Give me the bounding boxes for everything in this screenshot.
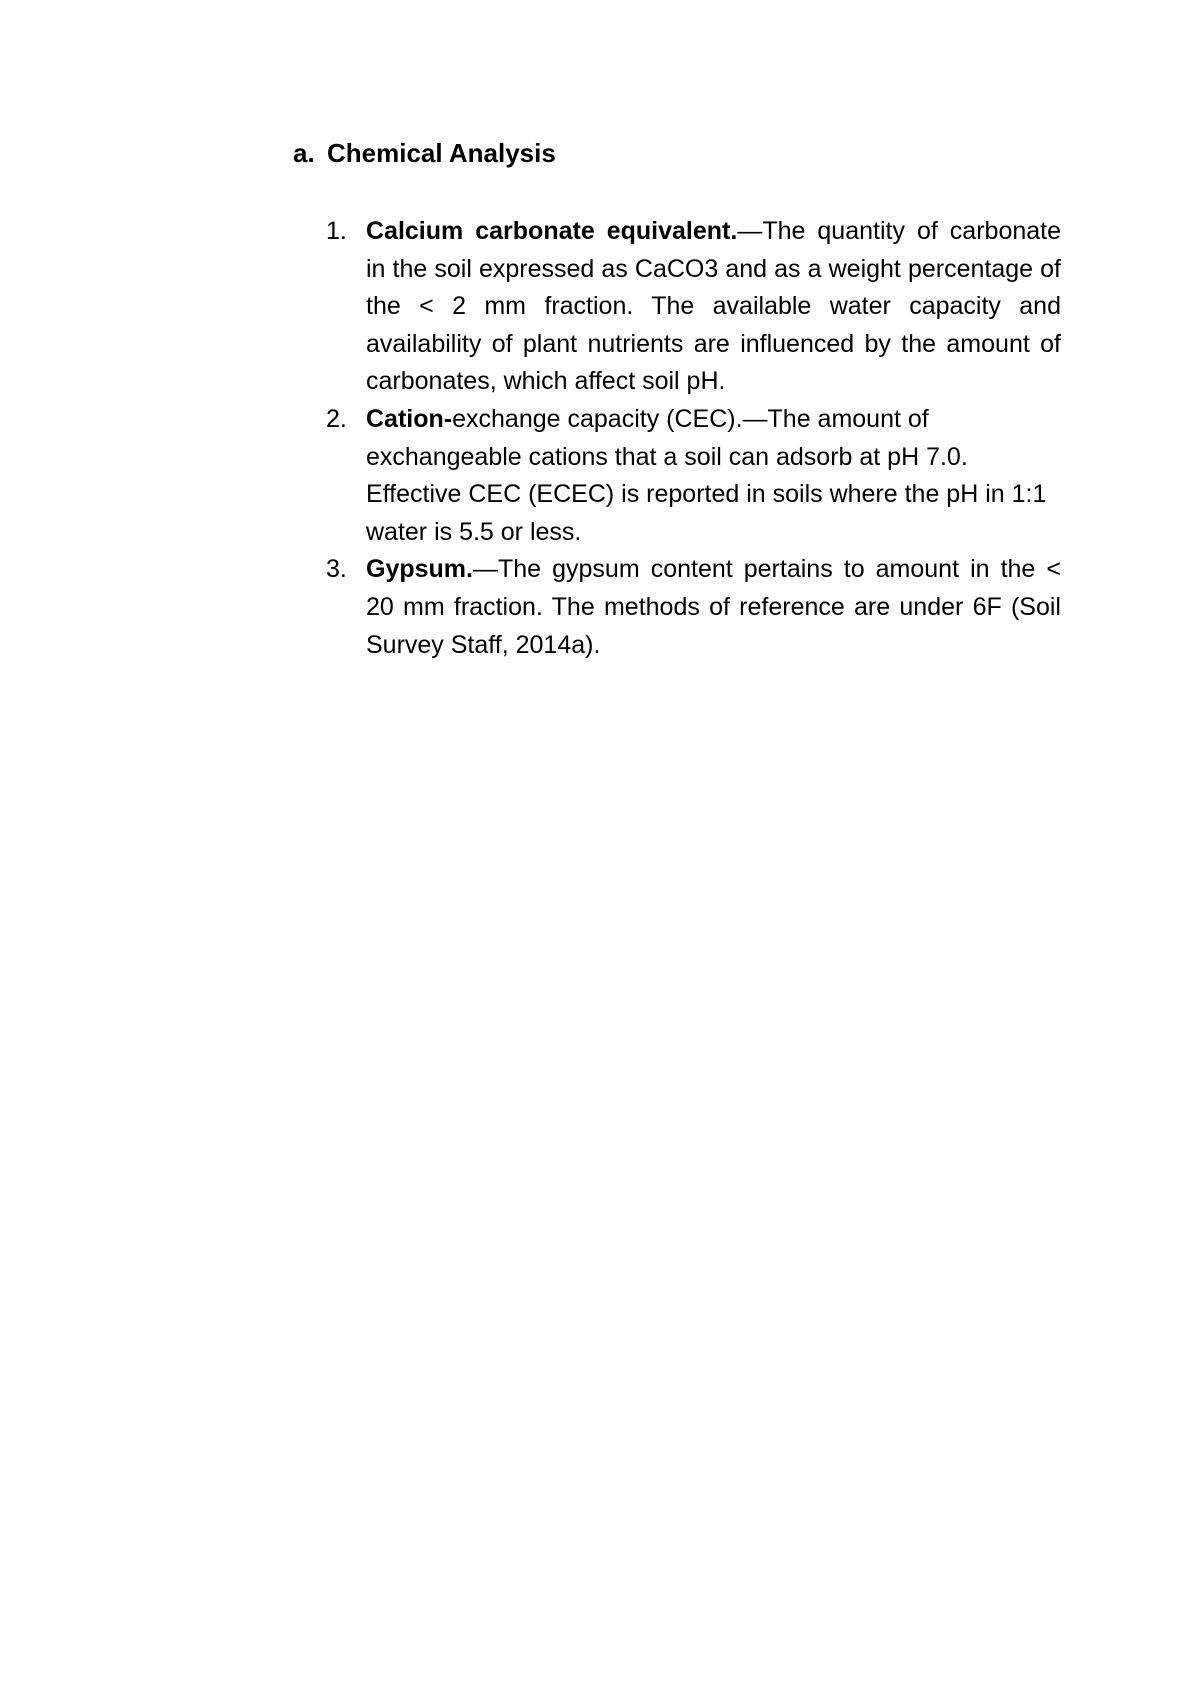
list-item-number: 1.	[326, 217, 347, 245]
list-item-calcium-carbonate	[326, 213, 1061, 401]
section-heading	[293, 136, 556, 170]
list-item-body	[366, 551, 1061, 664]
list-item-number: 2.	[326, 404, 347, 433]
list-item-body	[366, 401, 1061, 551]
list-item-cation-exchange	[326, 401, 1061, 551]
list-item-gypsum	[326, 551, 1061, 664]
list-item-number: 3.	[326, 555, 347, 584]
list-item-description: —The gypsum content pertains to amount in the < 20 mm fraction. The methods of reference are under 6F (Soil Survey Staff, 2014a).	[366, 555, 1061, 659]
list-item-description: —The quantity of carbonate in the soil expressed as CaCO3 and as a weight percentage of the < 2 mm fraction. The available water capacity and availability of plant nutrients are influenced by the amount of carbonates, which affect soil pH.	[366, 217, 1061, 396]
section-title: Chemical Analysis	[327, 138, 556, 168]
list-item-term: Cation-	[366, 404, 453, 433]
list-item-term: Calcium carbonate equivalent.	[366, 217, 738, 245]
definition-list	[326, 213, 1061, 664]
section-marker: a.	[293, 138, 315, 168]
list-item-term: Gypsum.	[366, 555, 473, 584]
list-item-body	[366, 213, 1061, 401]
list-item-description: exchange capacity (CEC).—The amount of exchangeable cations that a soil can adsorb at pH 7.0. Effective CEC (ECEC) is reported in soils where the pH in 1:1 water is 5.5 or less.	[366, 404, 1047, 546]
